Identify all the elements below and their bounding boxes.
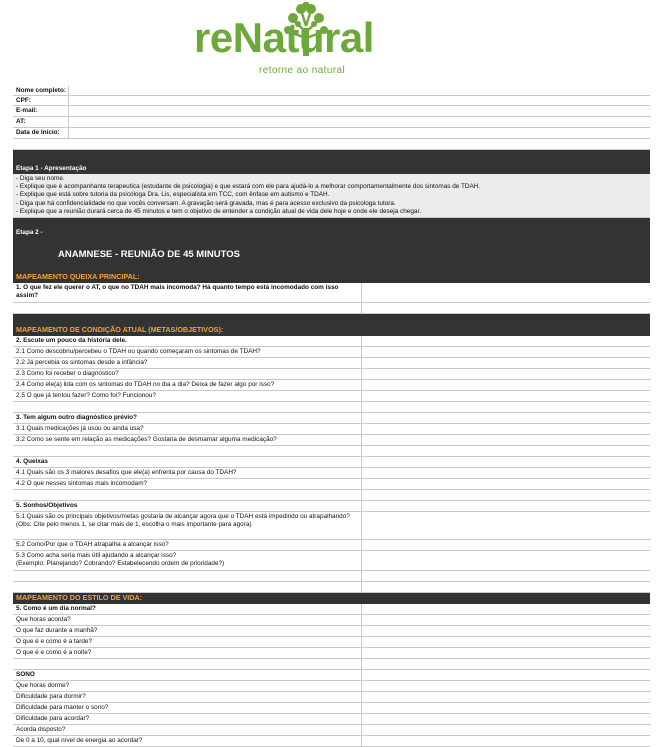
question-text: 3. Tem algum outro diagnóstico prévio?	[13, 413, 362, 423]
question-note: (Exemplo: Planejando? Cobrando? Estabelecendo ordem de prioridade?)	[16, 560, 225, 568]
question-row[interactable]	[13, 736, 650, 747]
question-row[interactable]	[13, 714, 650, 725]
question-cell	[13, 551, 362, 570]
question-text: De 0 a 10, qual nível de energia ao acordar?	[13, 736, 362, 746]
question-text: O que faz durante a manhã?	[13, 626, 362, 636]
question-row[interactable]	[13, 670, 650, 681]
question-row[interactable]	[13, 512, 650, 540]
question-text: 3.2 Como se sente em relação as medicações? Gostaria de desmamar alguma medicação?	[13, 435, 362, 445]
empty-row	[13, 139, 650, 150]
question-text: 5.2 Como/Por que o TDAH atrapalha a alcançar isso?	[13, 540, 362, 550]
question-row[interactable]	[13, 626, 650, 637]
instruction-line: - Diga seu nome.	[16, 175, 65, 182]
question-row[interactable]	[13, 615, 650, 626]
instruction-line: - Explique que está sobre tutoria da psicóloga Dra. Lis, especialista em TCC, com ênfase em autismo e TDAH.	[16, 191, 330, 199]
question-text: 5.1 Quais são os principais objetivos/metas gostaria de alcançar agora que o TDAH está impedindo ou atrapalhando?	[16, 513, 350, 520]
question-text: 5.3 Como acha seria mais útil ajudando a alcançar isso?	[16, 552, 177, 559]
empty-row	[13, 402, 650, 413]
question-row[interactable]	[13, 692, 650, 703]
field-label: Nome completo:	[13, 86, 69, 95]
question-cell	[13, 512, 362, 539]
question-row[interactable]	[13, 413, 650, 424]
question-text: 2. Escute um pouco da história dele.	[13, 336, 362, 346]
question-text: 4. Queixas	[13, 457, 362, 467]
question-text: Que horas dorme?	[13, 681, 362, 691]
field-label: Data de Início:	[13, 128, 69, 138]
etapa2-label: Etapa 2 -	[16, 229, 43, 236]
section-heading-queixa: MAPEAMENTO QUEIXA PRINCIPAL:	[16, 272, 140, 281]
empty-row	[13, 490, 650, 501]
logo-header	[0, 0, 662, 86]
question-row[interactable]	[13, 648, 650, 659]
question-row[interactable]	[13, 604, 650, 615]
question-text: 3.1 Quais medicações já usou ou ainda usa?	[13, 424, 362, 434]
field-row-name[interactable]	[13, 86, 650, 96]
etapa1-label: Etapa 1 - Apresentação	[16, 165, 87, 172]
field-row-email[interactable]	[13, 106, 650, 117]
question-text: 2.3 Como foi receber o diagnóstico?	[13, 369, 362, 379]
empty-row	[13, 446, 650, 457]
instruction-line: - Explique que é acompanhante terapeutica (estudante de psicologia) e que estará com ele para ajudá-lo a melhorar comportamentalmente dos sintomas de TDAH.	[16, 183, 481, 191]
question-row[interactable]	[13, 725, 650, 736]
question-row[interactable]	[13, 391, 650, 402]
field-label: E-mail:	[13, 106, 69, 116]
question-text: 2.4 Como ele(a) lida com os sintomas do TDAH no dia a dia? Deixa de fazer algo por isso?	[13, 380, 362, 390]
question-text: Acorda disposto?	[13, 725, 362, 735]
question-text: Que horas acorda?	[13, 615, 362, 625]
question-text: O que é e como é a tarde?	[13, 637, 362, 647]
question-row[interactable]	[13, 336, 650, 347]
question-text: 5. Como é um dia normal?	[13, 604, 362, 614]
question-row[interactable]	[13, 540, 650, 551]
question-row[interactable]	[13, 703, 650, 714]
section-heading-condicao: MAPEAMENTO DE CONDIÇÃO ATUAL (METAS/OBJETIVOS):	[16, 325, 224, 334]
question-row[interactable]	[13, 637, 650, 648]
question-text: 2.1 Como descobriu/percebeu o TDAH ou quando começaram os sintomas de TDAH?	[13, 347, 362, 357]
question-row[interactable]	[13, 468, 650, 479]
question-row[interactable]	[13, 681, 650, 692]
brand-name: reNatural	[194, 14, 374, 61]
question-text: 2.5 O que já tentou fazer? Como foi? Funcionou?	[13, 391, 362, 401]
question-row[interactable]	[13, 424, 650, 435]
question-row[interactable]	[13, 457, 650, 468]
empty-row	[13, 303, 650, 314]
page-title: ANAMNESE - REUNIÃO DE 45 MINUTOS	[58, 249, 240, 260]
instruction-line: - Explique que a reunião durará cerca de 45 minutos e tem o objetivo de entender a condição atual de vida dele hoje e onde ele deseja chegar.	[16, 207, 422, 215]
question-text: 5. Sonhos/Objetivos	[13, 501, 362, 511]
question-text: 4.2 O que nesses sintomas mais incomodam?	[13, 479, 362, 489]
question-text: Dificuldade para manter o sono?	[13, 703, 362, 713]
field-row-cpf[interactable]	[13, 96, 650, 106]
empty-row	[13, 659, 650, 670]
question-text: O que é e como é a noite?	[13, 648, 362, 658]
question-row[interactable]	[13, 283, 650, 303]
question-text: Dificuldade para dormir?	[13, 692, 362, 702]
etapa1-instructions	[13, 174, 650, 218]
question-text: SONO	[13, 670, 362, 680]
brand-tagline: retorne ao natural	[259, 65, 346, 76]
field-row-start-date[interactable]	[13, 128, 650, 139]
question-row[interactable]	[13, 347, 650, 358]
form-sheet	[13, 86, 650, 747]
question-text: Dificuldade para acordar?	[13, 714, 362, 724]
question-note: (Obs: Cite pelo menos 1, se citar mais de 1, escolha o mais importante para agora)	[16, 521, 252, 529]
question-row[interactable]	[13, 369, 650, 380]
question-row[interactable]	[13, 501, 650, 512]
question-row[interactable]	[13, 358, 650, 369]
field-label: CPF:	[13, 96, 69, 105]
instruction-line: - Diga que há confidencialidade no que vocês conversam. A gravação será gravada, mas é para acesso exclusivo da psicologa tutora.	[16, 199, 396, 207]
question-text: 2.2 Já percebia os sintomas desde a infância?	[13, 358, 362, 368]
question-row[interactable]	[13, 435, 650, 446]
question-row[interactable]	[13, 380, 650, 391]
section-heading-estilo: MAPEAMENTO DO ESTILO DE VIDA:	[16, 593, 143, 602]
question-text: 1. O que fez ele querer o AT, o que no TDAH mais incomoda? Há quanto tempo está incomodado com isso assim?	[13, 283, 362, 302]
question-text: 4.1 Quais são os 3 maiores desafios que ele(a) enfrenta por causa do TDAH?	[13, 468, 362, 478]
question-row[interactable]	[13, 479, 650, 490]
field-label: AT:	[13, 117, 69, 127]
question-row[interactable]	[13, 551, 650, 571]
empty-row	[13, 571, 650, 582]
field-row-at[interactable]	[13, 117, 650, 128]
empty-row	[13, 582, 650, 593]
